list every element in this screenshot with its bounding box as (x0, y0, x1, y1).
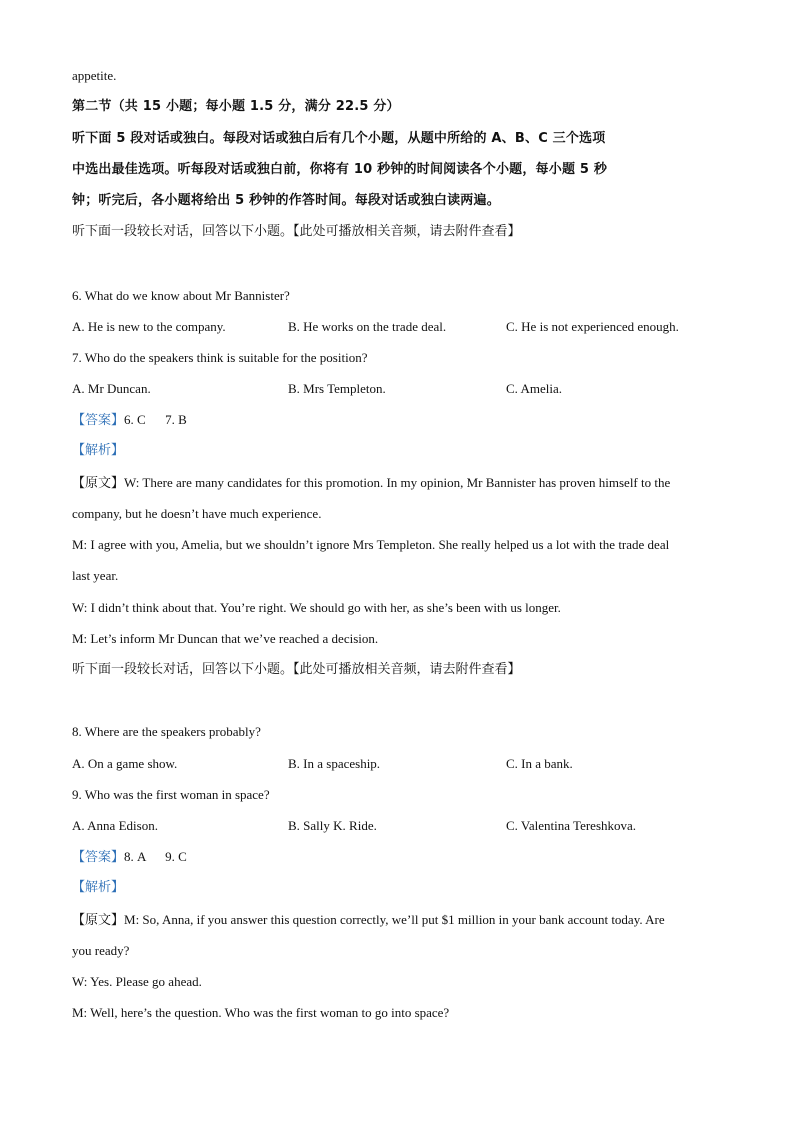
analysis-label: 【解析】 (72, 443, 125, 458)
question-9-option-a: A. Anna Edison. (72, 818, 158, 833)
instruction-line-2: 中选出最佳选项。听每段对话或独白前，你将有 10 秒钟的时间阅读各个小题，每小题 5 秒 (72, 162, 608, 177)
instruction-line-1: 听下面 5 段对话或独白。每段对话或独白后有几个小题，从题中所给的 A、B、C 三个选项 (72, 131, 606, 146)
question-9-option-b: B. Sally K. Ride. (288, 818, 377, 833)
transcript-line-2: company, but he doesn’t have much experience. (72, 506, 322, 521)
answer-text: 6. C 7. B (124, 412, 187, 427)
question-6-option-b: B. He works on the trade deal. (288, 319, 447, 334)
question-6-option-c: C. He is not experienced enough. (506, 319, 679, 334)
answer-label: 【答案】 (72, 413, 125, 428)
transcript-line-5: W: I didn’t think about that. You’re right. We should go with her, as she’s been with us longer. (72, 600, 561, 615)
question-7-option-b: B. Mrs Templeton. (288, 381, 386, 396)
answer-line (72, 849, 187, 866)
transcript-text: M: So, Anna, if you answer this question correctly, we’ll put $1 million in your bank account today. Are (124, 912, 665, 927)
question-8-option-c: C. In a bank. (506, 756, 573, 771)
transcript-line-1 (72, 475, 670, 492)
question-8-option-b: B. In a spaceship. (288, 756, 381, 771)
question-9-option-c: C. Valentina Tereshkova. (506, 818, 637, 833)
audio-note: 听下面一段较长对话，回答以下小题。【此处可播放相关音频，请去附件查看】 (72, 224, 521, 239)
transcript-line-6: M: Let’s inform Mr Duncan that we’ve reached a decision. (72, 631, 379, 646)
question-9-stem: 9. Who was the first woman in space? (72, 787, 270, 802)
question-8-stem: 8. Where are the speakers probably? (72, 724, 261, 739)
transcript-line-4: last year. (72, 568, 119, 583)
question-7-option-c: C. Amelia. (506, 381, 562, 396)
transcript-line-2: you ready? (72, 943, 130, 958)
section-title: 第二节（共 15 小题；每小题 1.5 分，满分 22.5 分） (72, 99, 400, 114)
question-8-option-a: A. On a game show. (72, 756, 178, 771)
transcript-line-4: M: Well, here’s the question. Who was the first woman to go into space? (72, 1005, 450, 1020)
question-7-stem: 7. Who do the speakers think is suitable for the position? (72, 350, 368, 365)
transcript-text: W: There are many candidates for this promotion. In my opinion, Mr Bannister has proven himself to the (124, 475, 671, 490)
transcript-label: 【原文】 (72, 476, 125, 491)
question-7-option-a: A. Mr Duncan. (72, 381, 151, 396)
transcript-line-3: W: Yes. Please go ahead. (72, 974, 202, 989)
audio-note: 听下面一段较长对话，回答以下小题。【此处可播放相关音频，请去附件查看】 (72, 662, 521, 677)
transcript-label: 【原文】 (72, 913, 125, 928)
answer-line (72, 412, 187, 429)
question-6-stem: 6. What do we know about Mr Bannister? (72, 288, 290, 303)
question-6-option-a: A. He is new to the company. (72, 319, 226, 334)
analysis-label: 【解析】 (72, 880, 125, 895)
transcript-line-3: M: I agree with you, Amelia, but we shouldn’t ignore Mrs Templeton. She really helped us a lot with the trade deal (72, 537, 670, 552)
top-fragment: appetite. (72, 68, 117, 83)
answer-label: 【答案】 (72, 850, 125, 865)
instruction-line-3: 钟；听完后，各小题将给出 5 秒钟的作答时间。每段对话或独白读两遍。 (72, 193, 500, 208)
answer-text: 8. A 9. C (124, 849, 187, 864)
transcript-line-1 (72, 912, 665, 929)
